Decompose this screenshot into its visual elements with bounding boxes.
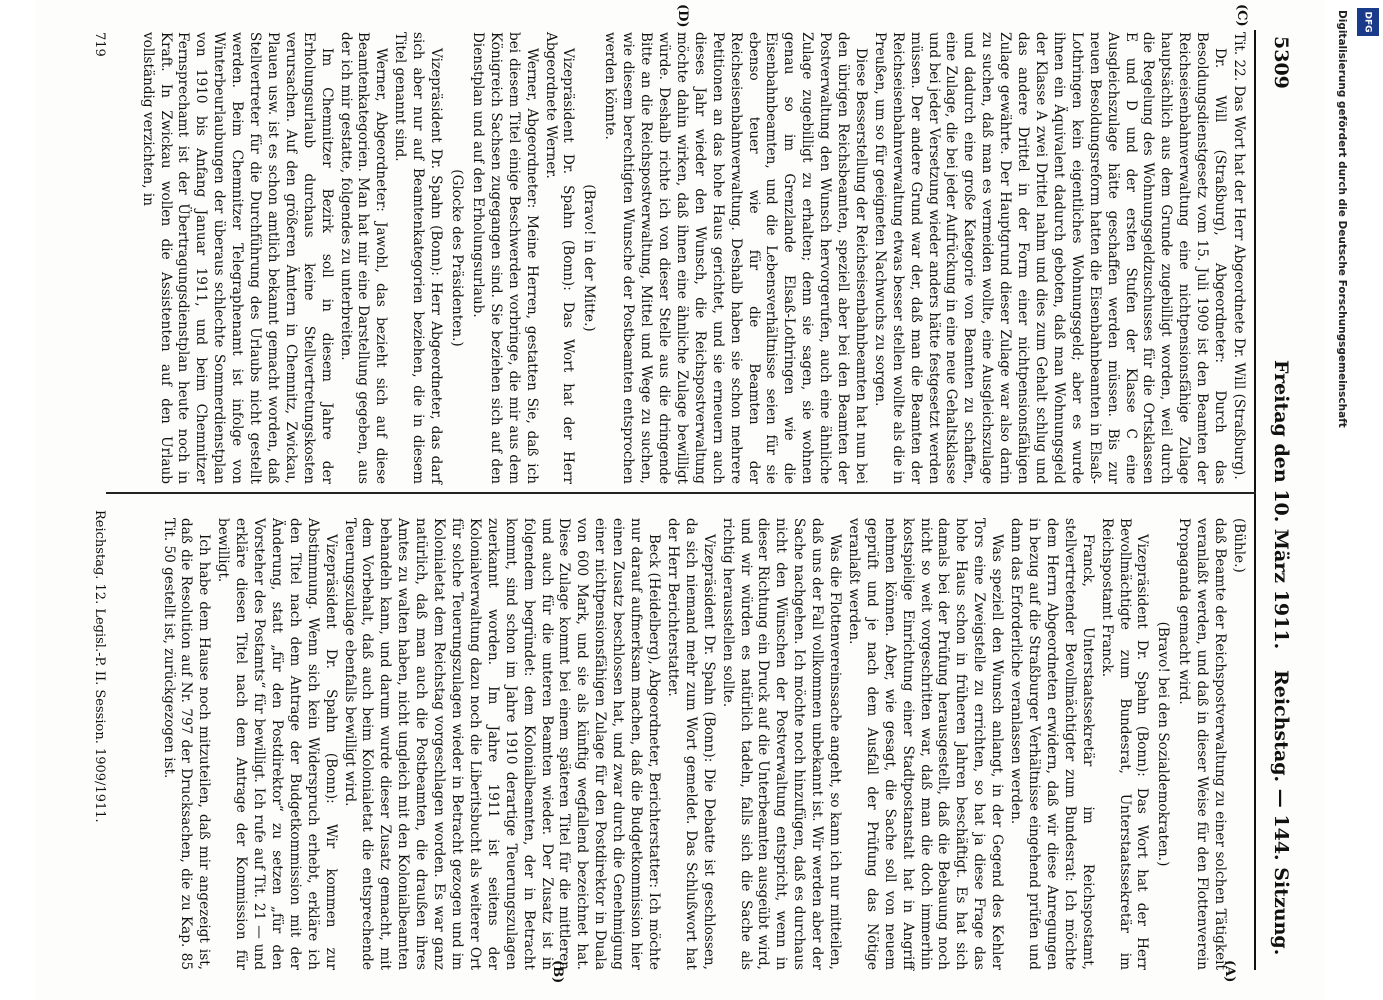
paragraph: Im Chemnitzer Bezirk soll in diesem Jahre der Erholungsurlaub durchaus keine Stellvertretungskosten verursachen. Auf den größeren Ämtern in Chemnitz, Zwickau, Plauen usw. ist es schon amtlich bekannt gemacht worden, daß Stellvertreter für die Durchführung des Urlaubs nicht gestellt werden. Beim Chemnitzer Telegraphenamt ist infolge von Winterbeurlaubungen der überaus schlechte Sommerdienstplan von 1910 bis Anfang Januar 1911, und beim Chemnitzer Fernsprechamt ist der Übertragungsdienstplan heute noch in Kraft. In Zwickau wollen die Assistenten auf den Urlaub vollständig verzichten, in — [139, 32, 335, 484]
paragraph: (Glocke des Präsidenten.) — [449, 169, 466, 347]
paragraph: Diese Besserstellung der Reichseisenbahnbeamten hat nun bei den übrigen Reichsbeamten, speziell aber bei den Beamten der Postverwaltung den Wunsch hervorgerufen, auch eine ähnliche Zulage zugebilligt zu erhalten; denn sie sagen, sie wohnen genau so im Grenzlande Elsaß-Lothringen wie die Eisenbahnbeamten, und die Lebensverhältnisse seien für sie ebenso teuer wie für die Beamten der Reichseisenbahnverwaltung. Deshalb haben sie schon mehrere Petitionen an das hohe Haus gerichtet, und sie erneuern auch dieses Jahr wieder den Wunsch, die Reichspostverwaltung möchte dahin wirken, daß ihnen eine ähnliche Zulage bewilligt würde. Deshalb richte ich von dieser Stelle aus die dringende Bitte an die Reichspostverwaltung, Mittel und Wege zu suchen, wie diesem berechtigten Wunsche der Postbeamten entsprochen werden könnte. — [602, 32, 869, 484]
page-header — [1254, 30, 1300, 970]
text-column-right — [158, 518, 1247, 970]
paragraph: (Bravo! bei den Sozialdemokraten.) — [1155, 621, 1172, 867]
document-page — [35, 0, 1325, 1000]
digitization-note: Digitalisierung gefördert durch die Deutsche Forschungsgemeinschaft — [1336, 10, 1348, 428]
header-date: Freitag den 10. März 1911. — [1270, 360, 1292, 650]
footer-sheet-number: 719 — [92, 32, 107, 57]
column-divider — [106, 492, 1256, 494]
paragraph: Tit. 22. Das Wort hat der Herr Abgeordnete Dr. Will (Straßburg). — [1231, 32, 1247, 480]
paragraph: Franck, Unterstaatssekretär im Reichspostamt, stellvertretender Bevollmächtigter zum Bundesrat: Ich möchte dem Herrn Abgeordneten erwidern, daß wir diese Anregungen in bezug auf die Straßburger Verhältnisse eingehend prüfen und dann das Erforderliche veranlassen werden. — [1008, 518, 1096, 970]
margin-marker-b: (B) — [550, 960, 565, 984]
header-session: Reichstag. — 144. Sitzung. — [1270, 670, 1292, 956]
page-number: 5309 — [1270, 36, 1292, 89]
paragraph: Werner, Abgeordneter: Jawohl, das bezieht sich auf diese Beamtenkategorien. Man hat mir eine Darstellung gegeben, aus der ich mir gestatte, folgendes zu unterbreiten. — [337, 32, 390, 484]
text-column-left — [137, 32, 1247, 484]
paragraph: Vizepräsident Dr. Spahn (Bonn): Das Wort hat der Herr Abgeordnete Werner. — [542, 32, 577, 484]
paragraph: (Bravo! in der Mitte.) — [581, 184, 598, 332]
margin-marker-d: (D) — [675, 4, 690, 28]
dfg-logo-text: DFG — [1362, 11, 1373, 33]
paragraph: Vizepräsident Dr. Spahn (Bonn): Das Wort hat der Herr Bevollmächtigte zum Bundesrat, Unterstaatssekretär im Reichspostamt Franck. — [1098, 518, 1151, 970]
paragraph: Vizepräsident Dr. Spahn (Bonn): Die Debatte ist geschlossen, da sich niemand mehr zum Wort gemeldet. Das Schlußwort hat der Herr Berichterstatter. — [664, 518, 717, 970]
paragraph: Beck (Heidelberg), Abgeordneter, Berichterstatter: Ich möchte nur darauf aufmerksam machen, daß die Budgetkommission hier einen Zusatz beschlossen hat, und zwar durch die Genehmigung einer nichtpensionsfähigen Zulage für den Postdirektor in Duala von 600 Mark, und sie als künftig wegfallend bezeichnet hat. Diese Zulage kommt bei einem späteren Titel für die mittleren und auch für die unteren Beamten wieder. Der Zusatz ist in folgendem begründet: dem Kolonialbeamten, der in Betracht kommt, sind schon im Jahre 1910 derartige Teuerungszulagen zuerkannt worden. Im Jahre 1911 ist seitens der Kolonialverwaltung dazu noch die Liberitsbucht als weiterer Ort für solche Teuerungszulagen wieder in Betracht gezogen und im Kolonialetat dem Reichstag vorgeschlagen worden. Es war ganz natürlich, daß man auch die Postbeamten, die draußen ihres Amtes zu walten haben, nicht ungleich mit den Kolonialbeamten behandeln kann, und darum wurde dieser Zusatz gemacht, mit dem Vorbehalt, daß auch beim Kolonialetat die entsprechende Teuerungszulage ebenfalls bewilligt wird. — [341, 518, 662, 970]
paragraph: (Bühle.) — [1231, 518, 1247, 573]
paragraph: Was speziell den Wunsch anlangt, in der Gegend des Kehler Tors eine Zweigstelle zu errichten, so hat ja diese Frage das hohe Haus schon in früheren Jahren beschäftigt. Es hat sich damals bei der Prüfung herausgestellt, daß die Bebauung noch nicht so weit vorgeschritten war, daß man die doch immerhin kostspielige Einrichtung einer Stadtpostanstalt hat in Angriff nehmen können. Aber, wie gesagt, die Sache soll von neuem geprüft und je nach dem Ausfall der Prüfung das Nötige veranlaßt werden. — [845, 518, 1006, 970]
footer-imprint: Reichstag. 12. Legisl.-P. II. Session. 1909/1911. — [92, 510, 107, 823]
paragraph: Werner, Abgeordneter: Meine Herren, gestatten Sie, daß ich bei diesem Titel einige Beschwerden vorbringe, die mir aus dem Königreich Sachsen zugegangen sind. Sie beziehen sich auf den Dienstplan und auf den Erholungsurlaub. — [469, 32, 540, 484]
margin-marker-c: (C) — [1234, 4, 1249, 27]
paragraph: Was die Flottenvereinssache angeht, so kann ich nur mitteilen, daß uns der Fall vollkommen unbekannt ist. Wir werden aber der Sache nachgehen. Ich möchte noch hinzufügen, daß es durchaus nicht den Wünschen der Postverwaltung entspricht, wenn in dieser Richtung ein Druck auf die Unterbeamten ausgeübt wird, und wir würden es natürlich tadeln, falls sich die Sache als richtig herausstellen sollte. — [719, 518, 844, 970]
paragraph: daß Beamte der Reichspostverwaltung zu einer solchen Tätigkeit veranlaßt werden, und daß in dieser Weise für den Flottenverein Propaganda gemacht wird. — [1176, 518, 1229, 970]
paragraph: Vizepräsident Dr. Spahn (Bonn): Wir kommen zur Abstimmung. Wenn sich kein Widerspruch erhebt, erkläre ich den Titel nach dem Antrage der Budgetkommission mit der Änderung, statt „für den Postdirektor“ zu setzen „für den Vorsteher des Postamts“ für bewilligt. Ich rufe auf Tit. 21 — und erkläre diesen Titel nach dem Antrage der Kommission für bewilligt. — [215, 518, 339, 970]
paragraph: Dr. Will (Straßburg), Abgeordneter: Durch das Besoldungsdienstgesetz vom 15. Juli 1909 ist den Beamten der Reichseisenbahnverwaltung eine nichtpensionsfähige Zulage hauptsächlich aus dem Grunde zugebilligt worden, weil durch die Regelung des Wohnungsgeldzuschusses für die Ortsklassen E und D und der ersten Stufen der Klasse C eine Ausgleichszulage hätte geschaffen werden müssen. Bis zur neuen Besoldungsreform hatten die Eisenbahnbeamten in Elsaß-Lothringen kein eigentliches Wohnungsgeld; aber es wurde ihnen ein Äquivalent dadurch geboten, daß man Wohnungsgeld der Klasse A zwei Drittel nahm und dies zum Gehalt schlug und das andere Drittel in der Form einer nichtpensionsfähigen Zulage gewährte. Der Hauptgrund dieser Zulage war also darin zu suchen, daß man es vermeiden wollte, eine Ausgleichszulage und dadurch eine große Kategorie von Beamten zu schaffen, eine Zulage, die bei jeder Aufrückung in eine neue Gehaltsklasse und bei jeder Versetzung wieder anders hätte festgesetzt werden müssen. Der andere Grund war der, daß man die Beamten der Reichseisenbahnverwaltung etwas besser stellen wollte als die in Preußen, um so für geeigneten Nachwuchs zu sorgen. — [871, 32, 1229, 484]
dfg-logo — [1357, 8, 1379, 36]
paragraph: Ich habe dem Hause noch mitzuteilen, daß mir angezeigt ist, daß die Resolution auf Nr. 797 der Drucksachen, die zu Kap. 85 Tit. 50 gestellt ist, zurückgezogen ist. — [160, 518, 213, 970]
margin-marker-a: (A) — [1222, 960, 1237, 983]
paragraph: Vizepräsident Dr. Spahn (Bonn): Herr Abgeordneter, das darf sich aber nur auf Beamtenkategorien beziehen, die in diesem Titel genannt sind. — [392, 32, 445, 484]
